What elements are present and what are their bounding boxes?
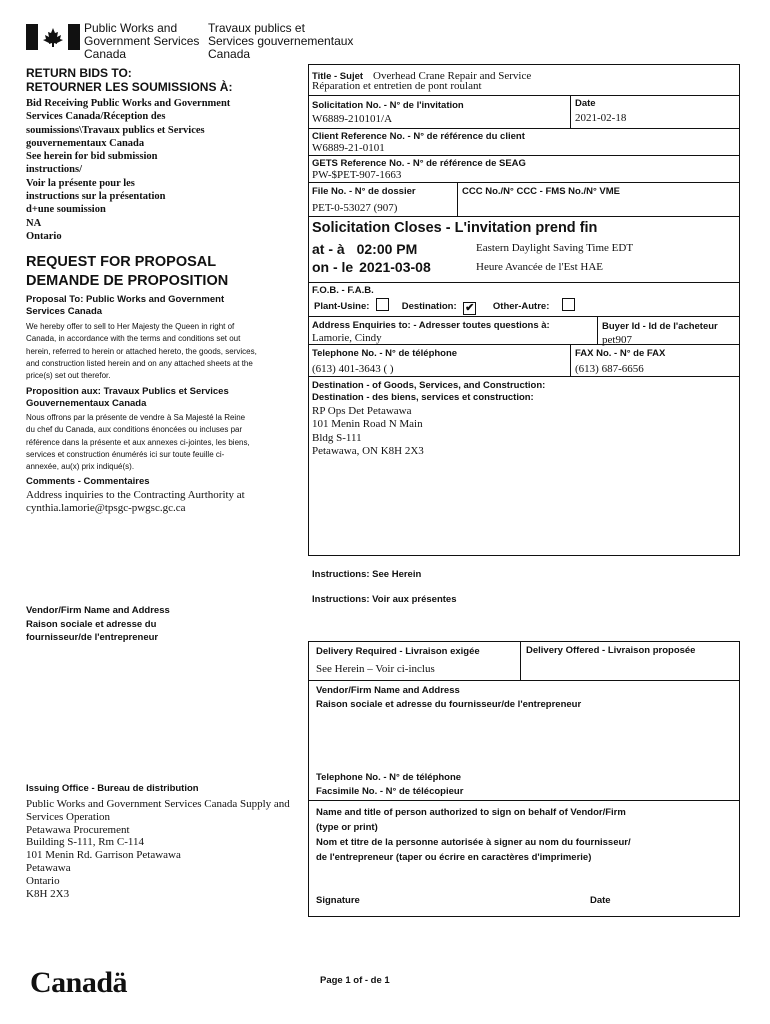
vendor-left-label-3: fournisseur/de l'entrepreneur (26, 632, 159, 643)
destination-line: 101 Menin Road N Main (312, 418, 423, 431)
gets-label: GETS Reference No. - N° de référence de SEAG (312, 158, 526, 169)
issuing-line: 101 Menin Rd. Garrison Petawawa (26, 849, 181, 862)
solicitation-value: W6889-210101/A (312, 113, 393, 125)
offer-text-en: We hereby offer to sell to Her Majesty the Queen in right of Canada, in accordance with the terms and conditions set out herein, referred to herein or attached hereto, the goods, services, and construction listed herein and on any attached sheets at the price(s) set out therefor. (26, 322, 257, 381)
request-title-fr: DEMANDE DE PROPOSITION (26, 273, 229, 289)
fob-label: F.O.B. - F.A.B. (312, 285, 374, 296)
authorized-signer-label (316, 805, 631, 865)
return-line: Bid Receiving Public Works and Government (26, 98, 231, 109)
return-line: gouvernementaux Canada (26, 137, 145, 149)
date-value: 2021-02-18 (575, 112, 627, 124)
fax-value: (613) 687-6656 (575, 363, 644, 375)
instructions-en: Instructions: See Herein (312, 569, 422, 580)
comments-text: Address inquiries to the Contracting Aurthority at cynthia.lamorie@tpsgc-pwgsc.gc.ca (26, 489, 245, 514)
issuing-line: Services Operation (26, 810, 110, 823)
client-ref-value: W6889-21-0101 (312, 142, 385, 154)
instructions-fr: Instructions: Voir aux présentes (312, 594, 457, 605)
return-line: See herein for bid submission (26, 151, 158, 163)
fob-options (314, 298, 579, 315)
address-enquiries-label: Address Enquiries to: - Adresser toutes questions à: (312, 320, 550, 331)
return-line: Voir la présente pour les (26, 177, 135, 189)
return-bids-title-fr: RETOURNER LES SOUMISSIONS À: (26, 80, 233, 94)
address-enquiries-value: Lamorie, Cindy (312, 332, 382, 344)
government-header (26, 22, 366, 64)
other-label: Other-Autre: (492, 301, 550, 312)
return-line: Services Canada/Réception des (26, 111, 166, 123)
destination-checkbox[interactable]: ✔ (465, 302, 475, 314)
gets-value: PW-$PET-907-1663 (312, 169, 402, 181)
return-bids-title-en: RETURN BIDS TO: (26, 66, 132, 80)
header-fr-line3: Canada (208, 47, 251, 61)
signature-label: Signature (316, 895, 360, 906)
vendor-telephone-label: Telephone No. - N° de téléphone (316, 772, 462, 783)
canada-wordmark: Canadä (30, 966, 128, 999)
file-value: PET-0-53027 (907) (312, 202, 398, 214)
auth-line: Nom et titre de la personne autorisée à signer au nom du fournisseur/ (316, 837, 631, 848)
comments-label: Comments - Commentaires (26, 476, 150, 487)
closes-at (312, 241, 417, 257)
other-checkbox[interactable] (562, 298, 575, 311)
proposition-aux: Proposition aux: Travaux Publics et Services Gouvernementaux Canada (26, 386, 229, 409)
destination-line: Bldg S-111 (312, 431, 362, 444)
destination-goods-label-fr: Destination - des biens, services et construction: (312, 392, 534, 403)
signature-date-label: Date (590, 895, 611, 906)
issuing-line: Petawawa (26, 861, 71, 874)
issuing-office-label: Issuing Office - Bureau de distribution (26, 783, 199, 794)
return-line: d+une soumission (26, 204, 106, 216)
title-label: Title - Sujet (312, 71, 364, 82)
client-ref-label: Client Reference No. - N° de référence du client (312, 131, 525, 142)
return-bids-address (26, 97, 286, 243)
close-time: 02:00 PM (356, 241, 418, 257)
timezone-fr: Heure Avancée de l'Est HAE (476, 261, 604, 273)
issuing-line: K8H 2X3 (26, 887, 70, 900)
title-value: Overhead Crane Repair and Service (373, 70, 532, 82)
header-en-line3: Canada (84, 47, 127, 61)
issuing-line: Building S-111, Rm C-114 (26, 836, 144, 849)
plant-label: Plant-Usine: (314, 301, 370, 312)
fax-label: FAX No. - N° de FAX (575, 348, 666, 359)
auth-line: Name and title of person authorized to sign on behalf of Vendor/Firm (316, 807, 626, 818)
vendor-fax-label: Facsimile No. - N° de télécopieur (316, 786, 464, 797)
header-fr-line1: Travaux publics et (208, 21, 305, 35)
vendor-left-label (26, 604, 170, 645)
header-en-line2: Government Services (84, 34, 200, 48)
vendor-address-label: Raison sociale et adresse du fournisseur/de l'entrepreneur (316, 699, 582, 710)
buyer-label: Buyer Id - Id de l'acheteur (602, 321, 718, 332)
at-label: at - à (312, 241, 345, 257)
closes-on (312, 259, 431, 275)
proposal-to: Proposal To: Public Works and Government Services Canada (26, 294, 225, 317)
canada-flag-icon (26, 24, 80, 50)
return-line: instructions sur la présentation (26, 191, 166, 203)
destination-line: RP Ops Det Petawawa (312, 405, 412, 417)
destination-goods-label-en: Destination - of Goods, Services, and Construction: (312, 380, 546, 391)
closes-title: Solicitation Closes - L'invitation prend fin (312, 220, 598, 236)
request-title-en: REQUEST FOR PROPOSAL (26, 254, 217, 270)
destination-label: Destination: (401, 301, 457, 312)
page-number: Page 1 of - de 1 (320, 975, 390, 986)
offer-text-fr: Nous offrons par la présente de vendre à Sa Majesté la Reine du chef du Canada, aux conditions énoncées ou incluses par référence dans la présente et aux annexes ci-jointes, les biens, services et construction énumérés ici sur toute feuille ci-annexée, au(x) prix indiqué(s). (26, 413, 250, 472)
file-label: File No. - N° de dossier (312, 186, 416, 197)
return-line: soumissions\Travaux publics et Services (26, 124, 205, 136)
return-line: instructions/ (26, 164, 83, 176)
delivery-required-label: Delivery Required - Livraison exigée (316, 646, 480, 657)
telephone-label: Telephone No. - N° de téléphone (312, 348, 458, 359)
issuing-line: Public Works and Government Services Canada Supply and (26, 798, 290, 810)
issuing-line: Ontario (26, 874, 60, 887)
ccc-label: CCC No./N° CCC - FMS No./N° VME (462, 186, 621, 197)
on-label: on - le (312, 259, 354, 275)
title-value-fr: Réparation et entretien de pont roulant (312, 80, 482, 92)
header-fr-line2: Services gouvernementaux (208, 34, 354, 48)
plant-checkbox[interactable] (376, 298, 389, 311)
vendor-name-label: Vendor/Firm Name and Address (316, 685, 460, 696)
date-label: Date (575, 98, 596, 109)
timezone-en: Eastern Daylight Saving Time EDT (476, 242, 634, 254)
buyer-value: pet907 (602, 334, 632, 346)
return-line: NA (26, 217, 42, 229)
destination-line: Petawawa, ON K8H 2X3 (312, 444, 424, 457)
delivery-required-value: See Herein – Voir ci-inclus (316, 663, 435, 675)
close-date: 2021-03-08 (359, 259, 431, 275)
solicitation-label: Solicitation No. - N° de l'invitation (312, 100, 464, 111)
auth-line: (type or print) (316, 822, 378, 833)
header-en-line1: Public Works and (84, 21, 178, 35)
delivery-offered-label: Delivery Offered - Livraison proposée (526, 645, 696, 656)
telephone-value: (613) 401-3643 ( ) (312, 363, 394, 375)
issuing-office-address (26, 798, 306, 900)
return-line: Ontario (26, 230, 62, 242)
vendor-left-label-2: Raison sociale et adresse du (26, 618, 157, 630)
issuing-line: Petawawa Procurement (26, 823, 130, 836)
vendor-left-label-1: Vendor/Firm Name and Address (26, 605, 170, 616)
destination-address (312, 405, 424, 458)
auth-line: de l'entrepreneur (taper ou écrire en caractères d'imprimerie) (316, 852, 592, 863)
